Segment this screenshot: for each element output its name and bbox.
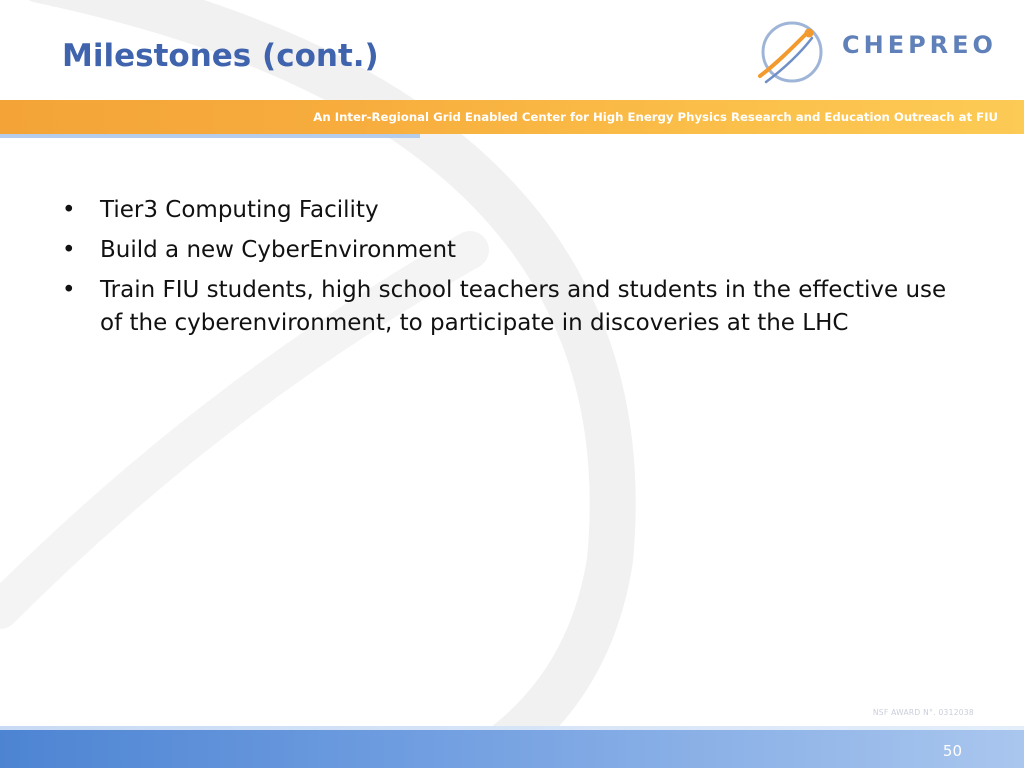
banner-tagline: An Inter-Regional Grid Enabled Center for High Energy Physics Research and Education Outreach at FIU — [313, 110, 998, 124]
bullet-marker: • — [62, 277, 76, 303]
chepreo-orbit-icon — [752, 16, 828, 86]
bullet-item — [62, 234, 962, 267]
nsf-award-number: NSF AWARD N°. 0312038 — [872, 708, 974, 717]
slide-title: Milestones (cont.) — [62, 38, 379, 74]
logo-wordmark: CHEPREO — [842, 31, 997, 59]
bullet-text: Tier3 Computing Facility — [100, 197, 379, 223]
footer-bar — [0, 726, 1024, 768]
bullet-text: Build a new CyberEnvironment — [100, 237, 457, 263]
page-number: 50 — [942, 742, 962, 760]
bullet-list — [62, 194, 962, 347]
banner-underline — [0, 134, 420, 138]
bullet-item — [62, 274, 962, 340]
bullet-marker: • — [62, 197, 76, 223]
header-banner — [0, 100, 1024, 134]
bullet-item — [62, 194, 962, 227]
bullet-marker: • — [62, 237, 76, 263]
chepreo-logo — [752, 16, 1002, 86]
bullet-text: Train FIU students, high school teachers and students in the effective use of the cyberenvironment, to participate in discoveries at the LHC — [100, 277, 947, 336]
